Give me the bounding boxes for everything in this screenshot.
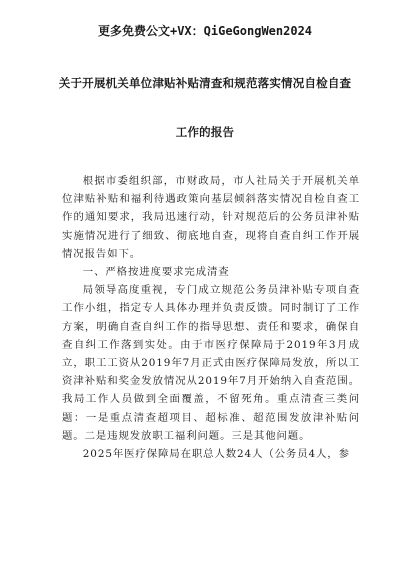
document-body bbox=[62, 172, 360, 463]
body-paragraph-section-1: 局领导高度重视，专门成立规范公务员津补贴专项自查工作小组，指定专人具体办理并负责反馈。同时制订了工作方案，明确自查自纠工作的指导思想、责任和要求，确保自查自纠工作落到实处。由于市医疗保障局于2019年3月成立，职工工资从2019年7月正式由医疗保障局发放，所以工资津补贴和奖金发放情况从2019年7月开始纳入自查范围。我局工作人员做到全面覆盖，不留死角。重点清查三类问题：一是重点清查超项目、超标准、超范围发放津补贴问题。二是违规发放职工福利问题。三是其他问题。 bbox=[62, 284, 360, 442]
document-title-line-2: 工作的报告 bbox=[175, 125, 235, 139]
section-heading-1: 一、严格按进度要求完成清查 bbox=[82, 266, 230, 279]
document-title-line-1: 关于开展机关单位津贴补贴清查和规范落实情况自检自查 bbox=[58, 76, 352, 90]
watermark-header: 更多免费公文+VX：QiGeGongWen2024 bbox=[97, 24, 313, 38]
body-paragraph-intro: 根据市委组织部，市财政局，市人社局关于开展机关单位津贴补贴和福利待遇政策向基层倾斜落实情况自检自查工作的通知要求，我局迅速行动，针对规范后的公务员津补贴实施情况进行了细致、彻底地自查，现将自查自纠工作开展情况报告如下。 bbox=[62, 175, 360, 260]
body-paragraph-staff: 2025年医疗保障局在职总人数24人（公务员4人，参 bbox=[82, 448, 350, 461]
